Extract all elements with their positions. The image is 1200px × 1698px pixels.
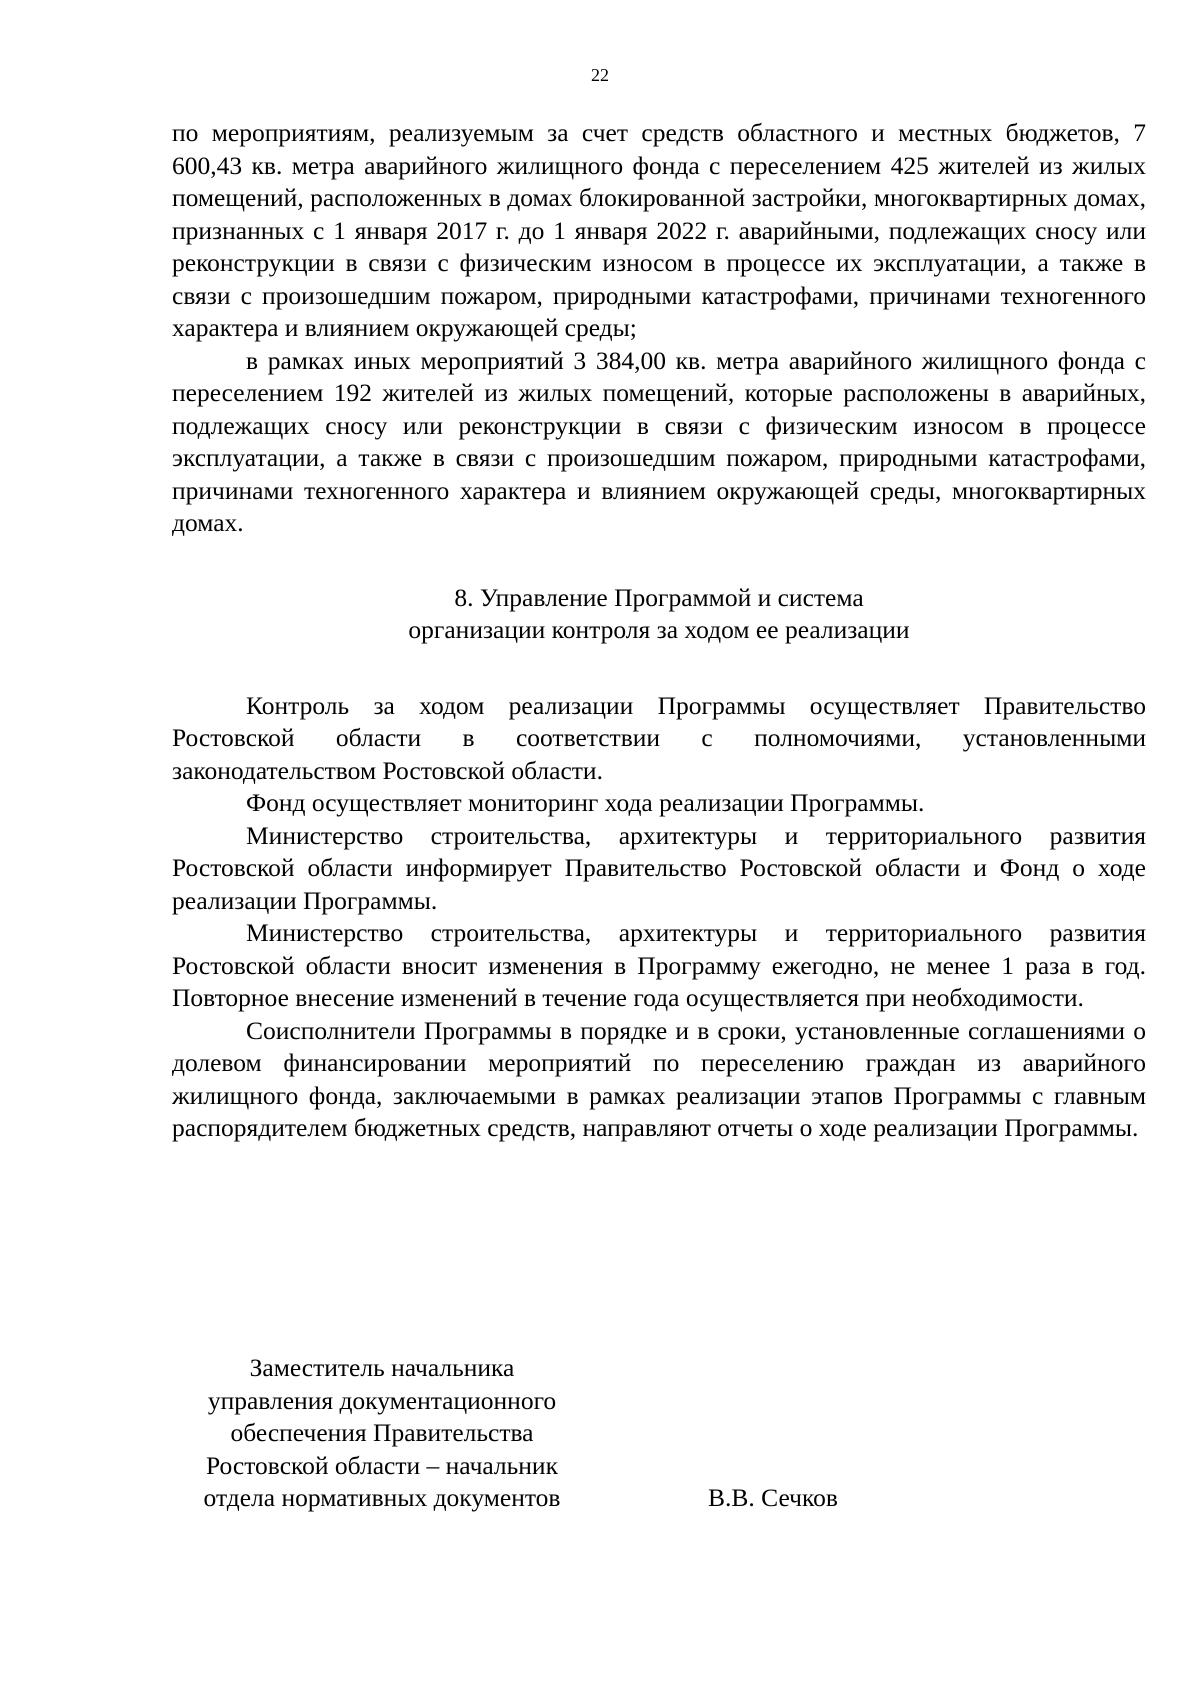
signatory-title-line: Ростовской области – начальник	[206, 1450, 558, 1480]
signatory-name: В.В. Сечков	[708, 1483, 838, 1512]
paragraph: Министерство строительства, архитектуры и территориального развития Ростовской области информирует Правительство Ростовской области и Фонд о ходе реализации Программы.	[172, 820, 1146, 915]
section-heading	[172, 540, 1146, 690]
paragraph: Соисполнители Программы в порядке и в сроки, установленные соглашениями о долевом финансировании мероприятий по переселению граждан из аварийного жилищного фонда, заключаемыми в рамках реализации этапов Программы с главным распорядителем бюджетных средств, направляют отчеты о ходе реализации Программы.	[172, 1015, 1146, 1142]
paragraph: Министерство строительства, архитектуры и территориального развития Ростовской области вносит изменения в Программу ежегодно, не менее 1 раза в год. Повторное внесение изменений в течение года осуществляется при необходимости.	[172, 918, 1146, 1012]
signatory-title-line: управления документационного	[207, 1385, 557, 1415]
paragraph: по мероприятиям, реализуемым за счет средств областного и местных бюджетов, 7 600,43 кв. метра аварийного жилищного фонда с переселением 425 жителей из жилых помещений, расположенных в домах блокированной застройки, многоквартирных домах, признанных с 1 января 2017 г. до 1 января 2022 г. аварийными, подлежащих сносу или реконструкции в связи с физическим износом в процессе их эксплуатации, а также в связи с произошедшим пожаром, природными катастрофами, причинами техногенного характера и влиянием окружающей среды;	[172, 118, 1146, 342]
section-heading-line: 8. Управление Программой и система	[454, 582, 864, 612]
signatory-title-line: Заместитель начальника	[249, 1353, 515, 1382]
paragraph: Контроль за ходом реализации Программы осуществляет Правительство Ростовской области в соответствии с полномочиями, установленными законодательством Ростовской области.	[172, 690, 1146, 785]
page-number: 22	[591, 65, 609, 85]
signatory-title-line: обеспечения Правительства	[230, 1418, 534, 1447]
signature-block	[172, 1352, 592, 1515]
paragraph: в рамках иных мероприятий 3 384,00 кв. метра аварийного жилищного фонда с переселением 192 жителей из жилых помещений, которые расположены в аварийных, подлежащих сносу или реконструкции в связи с физическим износом в процессе эксплуатации, а также в связи с произошедшим пожаром, природными катастрофами, причинами техногенного характера и влиянием окружающей среды, многоквартирных домах.	[172, 345, 1146, 537]
signatory-title	[172, 1352, 592, 1515]
signatory-title-line: отдела нормативных документов	[203, 1483, 561, 1512]
document-body	[172, 117, 1146, 1145]
section-heading-line: организации контроля за ходом ее реализации	[408, 614, 910, 644]
paragraph: Фонд осуществляет мониторинг хода реализации Программы.	[246, 788, 925, 817]
